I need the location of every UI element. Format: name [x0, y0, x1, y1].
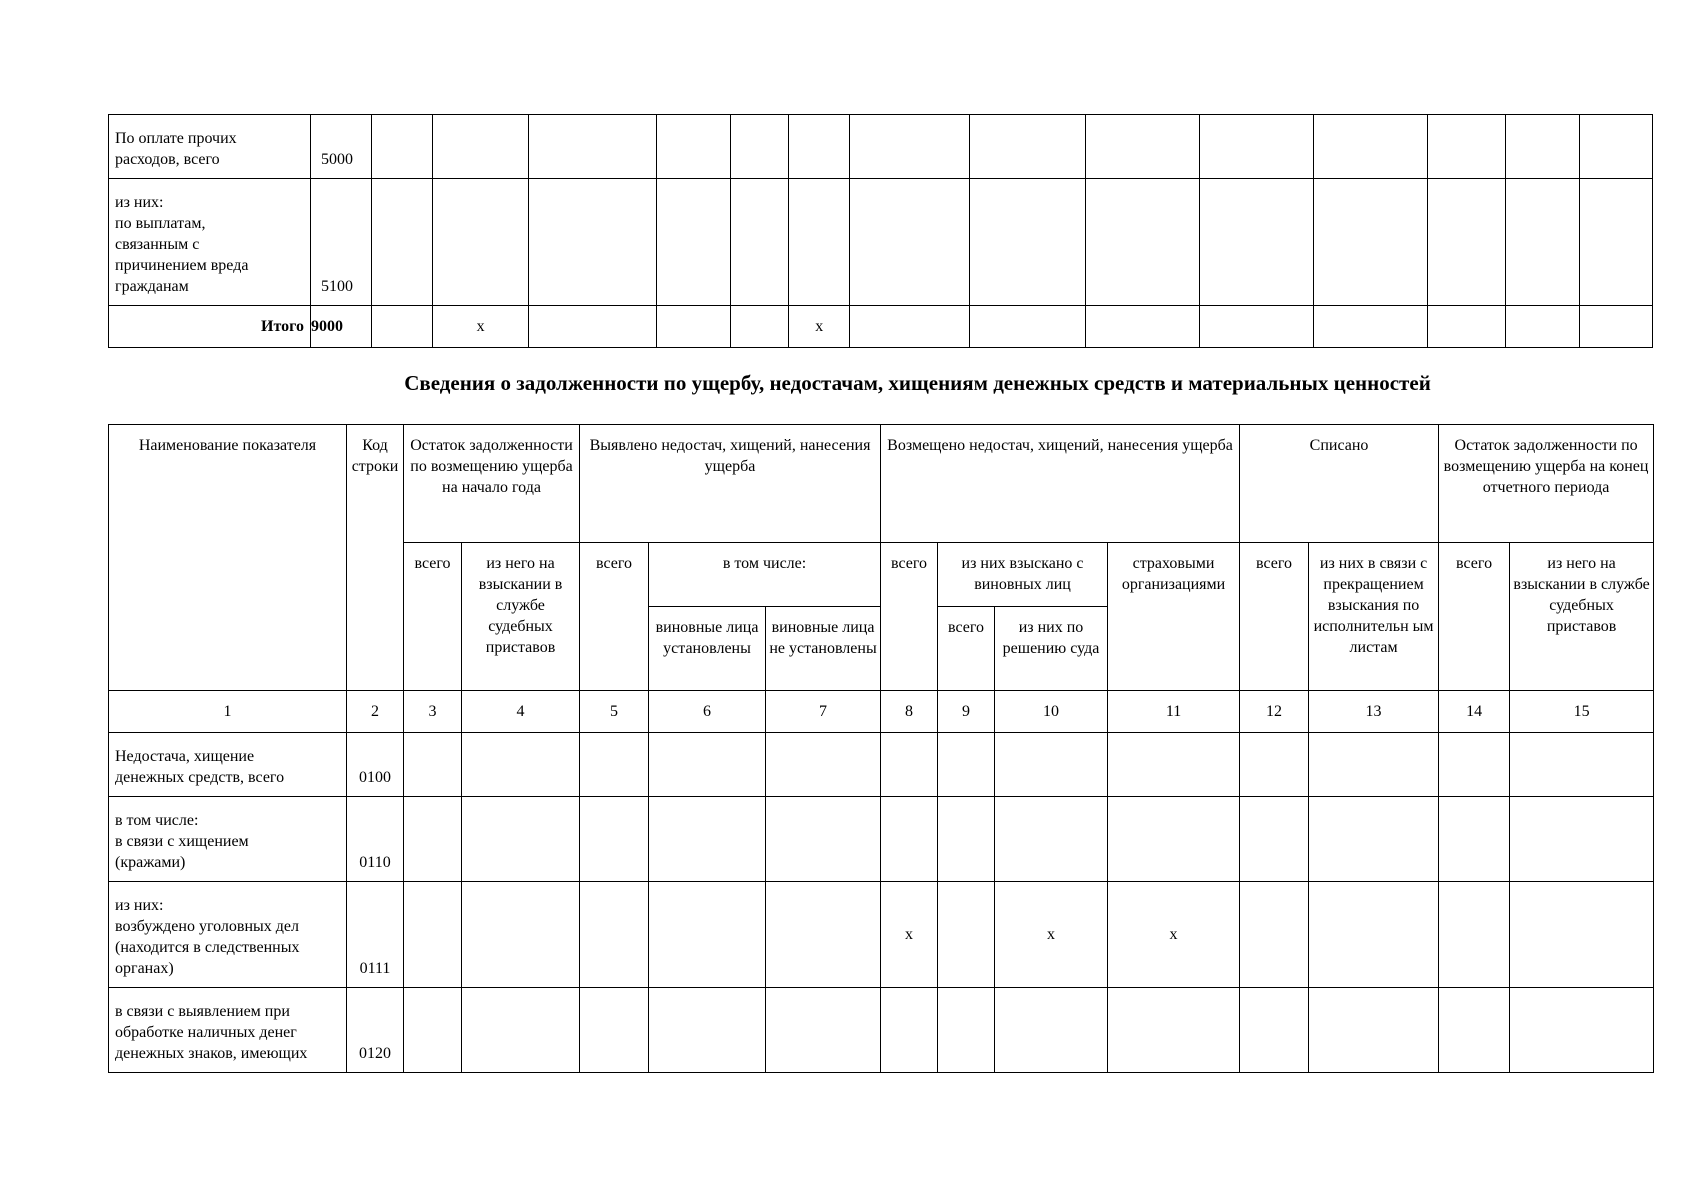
header-code: Код строки — [347, 425, 404, 691]
header-written-off: Списано — [1240, 425, 1439, 543]
header-compensated: Возмещено недостач, хищений, нанесения ущерба — [881, 425, 1240, 543]
table-cell — [938, 988, 995, 1073]
table-row — [109, 797, 1654, 882]
table-cell — [1108, 797, 1240, 882]
table-cell — [404, 797, 462, 882]
table-cell: x — [1108, 882, 1240, 988]
table-cell — [766, 797, 881, 882]
table-cell — [1506, 115, 1579, 179]
table-cell — [850, 306, 970, 348]
column-number: 4 — [462, 691, 580, 733]
column-number: 3 — [404, 691, 462, 733]
column-number: 9 — [938, 691, 995, 733]
table-cell — [1510, 882, 1654, 988]
row-code: 0100 — [347, 733, 404, 797]
column-number: 2 — [347, 691, 404, 733]
header-name: Наименование показателя — [109, 425, 347, 691]
table-cell — [649, 733, 766, 797]
header-bailiffs: из него на взыскании в службе судебных приставов — [462, 543, 580, 691]
table-cell — [1579, 179, 1652, 306]
row-name: из них: по выплатам, связанным с причинением вреда гражданам — [109, 179, 311, 306]
table-cell — [649, 988, 766, 1073]
header-detected: Выявлено недостач, хищений, нанесения ущерба — [580, 425, 881, 543]
header-recovered-guilty: из них взыскано с виновных лиц — [938, 543, 1108, 607]
row-code: 5100 — [311, 179, 372, 306]
table-cell — [1085, 306, 1199, 348]
table-cell — [766, 988, 881, 1073]
table-cell — [1240, 797, 1309, 882]
header-guilty-unknown: виновные лица не установлены — [766, 607, 881, 691]
table-cell — [995, 797, 1108, 882]
table-cell — [766, 733, 881, 797]
header-including: в том числе: — [649, 543, 881, 607]
table-cell — [881, 797, 938, 882]
table-cell — [1240, 988, 1309, 1073]
column-number: 12 — [1240, 691, 1309, 733]
table-cell — [730, 115, 789, 179]
table-cell — [730, 179, 789, 306]
table-cell — [1199, 306, 1313, 348]
table-cell: x — [433, 306, 528, 348]
table-cell — [462, 988, 580, 1073]
table-cell — [970, 179, 1085, 306]
table-cell — [657, 306, 730, 348]
table-row — [109, 115, 1653, 179]
table-cell — [938, 797, 995, 882]
table-cell — [1510, 797, 1654, 882]
table-cell — [850, 115, 970, 179]
table-cell — [371, 179, 433, 306]
table-cell — [995, 988, 1108, 1073]
row-name: из них: возбуждено уголовных дел (находится в следственных органах) — [109, 882, 347, 988]
table-cell: x — [995, 882, 1108, 988]
header-insurers: страховыми организациями — [1108, 543, 1240, 691]
table-cell: x — [881, 882, 938, 988]
table-cell — [881, 733, 938, 797]
column-number: 5 — [580, 691, 649, 733]
table-row — [109, 733, 1654, 797]
table-cell — [730, 306, 789, 348]
table-cell — [1439, 797, 1510, 882]
header-guilty-known: виновные лица установлены — [649, 607, 766, 691]
table-cell — [938, 882, 995, 988]
header-by-court: из них по решению суда — [995, 607, 1108, 691]
table-cell — [995, 733, 1108, 797]
header-total: всего — [404, 543, 462, 691]
table-cell — [1108, 733, 1240, 797]
total-label: Итого — [109, 306, 311, 348]
table-cell — [1108, 988, 1240, 1073]
row-name: Недостача, хищение денежных средств, всего — [109, 733, 347, 797]
table-cell — [970, 306, 1085, 348]
table-cell — [404, 988, 462, 1073]
header-opening-balance: Остаток задолженности по возмещению ущерба на начало года — [404, 425, 580, 543]
table-cell — [528, 115, 657, 179]
table-cell: x — [789, 306, 850, 348]
table-cell — [1579, 115, 1652, 179]
table-cell — [1439, 988, 1510, 1073]
table-cell — [789, 115, 850, 179]
debt-table — [108, 424, 1654, 1073]
table-cell — [881, 988, 938, 1073]
row-name: в том числе: в связи с хищением (кражами) — [109, 797, 347, 882]
table-cell — [1506, 306, 1579, 348]
table-cell — [1313, 179, 1427, 306]
table-cell — [1439, 733, 1510, 797]
table-cell — [938, 733, 995, 797]
table-cell — [1510, 988, 1654, 1073]
table-cell — [766, 882, 881, 988]
table-cell — [1199, 179, 1313, 306]
row-code: 5000 — [311, 115, 372, 179]
table-cell — [528, 306, 657, 348]
table-cell — [1309, 988, 1439, 1073]
table-cell — [462, 882, 580, 988]
row-code: 0120 — [347, 988, 404, 1073]
section-heading: Сведения о задолженности по ущербу, недостачам, хищениям денежных средств и материальных ценностей — [404, 371, 1431, 395]
table-cell — [1579, 306, 1652, 348]
expenses-table — [108, 114, 1653, 348]
header-total: всего — [1240, 543, 1309, 691]
table-row — [109, 882, 1654, 988]
table-row — [109, 179, 1653, 306]
column-number: 7 — [766, 691, 881, 733]
table-cell — [1309, 882, 1439, 988]
table-cell — [1506, 179, 1579, 306]
table-cell — [1313, 115, 1427, 179]
row-name: в связи с выявлением при обработке наличных денег денежных знаков, имеющих — [109, 988, 347, 1073]
table-cell — [1085, 115, 1199, 179]
column-number: 11 — [1108, 691, 1240, 733]
column-number: 1 — [109, 691, 347, 733]
table-cell — [1240, 882, 1309, 988]
table-cell — [1510, 733, 1654, 797]
table-cell — [1199, 115, 1313, 179]
column-numbers-row — [109, 691, 1654, 733]
table-cell — [404, 733, 462, 797]
row-code: 0111 — [347, 882, 404, 988]
table-row — [109, 988, 1654, 1073]
table-cell — [1439, 882, 1510, 988]
header-row — [109, 425, 1654, 543]
table-cell — [850, 179, 970, 306]
column-number: 10 — [995, 691, 1108, 733]
table-cell — [580, 882, 649, 988]
table-cell — [1313, 306, 1427, 348]
header-termination: из них в связи с прекращением взыскания по исполнительн ым листам — [1309, 543, 1439, 691]
table-cell — [433, 179, 528, 306]
table-cell — [528, 179, 657, 306]
header-closing-balance: Остаток задолженности по возмещению ущерба на конец отчетного периода — [1439, 425, 1654, 543]
table-cell — [649, 797, 766, 882]
header-bailiffs: из него на взыскании в службе судебных приставов — [1510, 543, 1654, 691]
column-number: 15 — [1510, 691, 1654, 733]
table-cell — [371, 115, 433, 179]
column-number: 6 — [649, 691, 766, 733]
table-cell — [649, 882, 766, 988]
header-total: всего — [938, 607, 995, 691]
table-cell — [1240, 733, 1309, 797]
row-code: 0110 — [347, 797, 404, 882]
table-cell — [1427, 306, 1506, 348]
table-cell — [789, 179, 850, 306]
table-cell — [1309, 733, 1439, 797]
table-cell — [1427, 115, 1506, 179]
table-cell — [970, 115, 1085, 179]
table-cell — [580, 797, 649, 882]
table-cell — [657, 115, 730, 179]
table-cell — [462, 733, 580, 797]
column-number: 13 — [1309, 691, 1439, 733]
total-code: 9000 — [311, 306, 372, 348]
table-cell — [1085, 179, 1199, 306]
total-row — [109, 306, 1653, 348]
column-number: 8 — [881, 691, 938, 733]
header-total: всего — [1439, 543, 1510, 691]
header-total: всего — [881, 543, 938, 691]
table-cell — [580, 733, 649, 797]
column-number: 14 — [1439, 691, 1510, 733]
table-cell — [462, 797, 580, 882]
table-cell — [404, 882, 462, 988]
header-total: всего — [580, 543, 649, 691]
table-cell — [371, 306, 433, 348]
table-cell — [433, 115, 528, 179]
table-cell — [1309, 797, 1439, 882]
table-cell — [580, 988, 649, 1073]
table-cell — [1427, 179, 1506, 306]
row-name: По оплате прочих расходов, всего — [109, 115, 311, 179]
table-cell — [657, 179, 730, 306]
